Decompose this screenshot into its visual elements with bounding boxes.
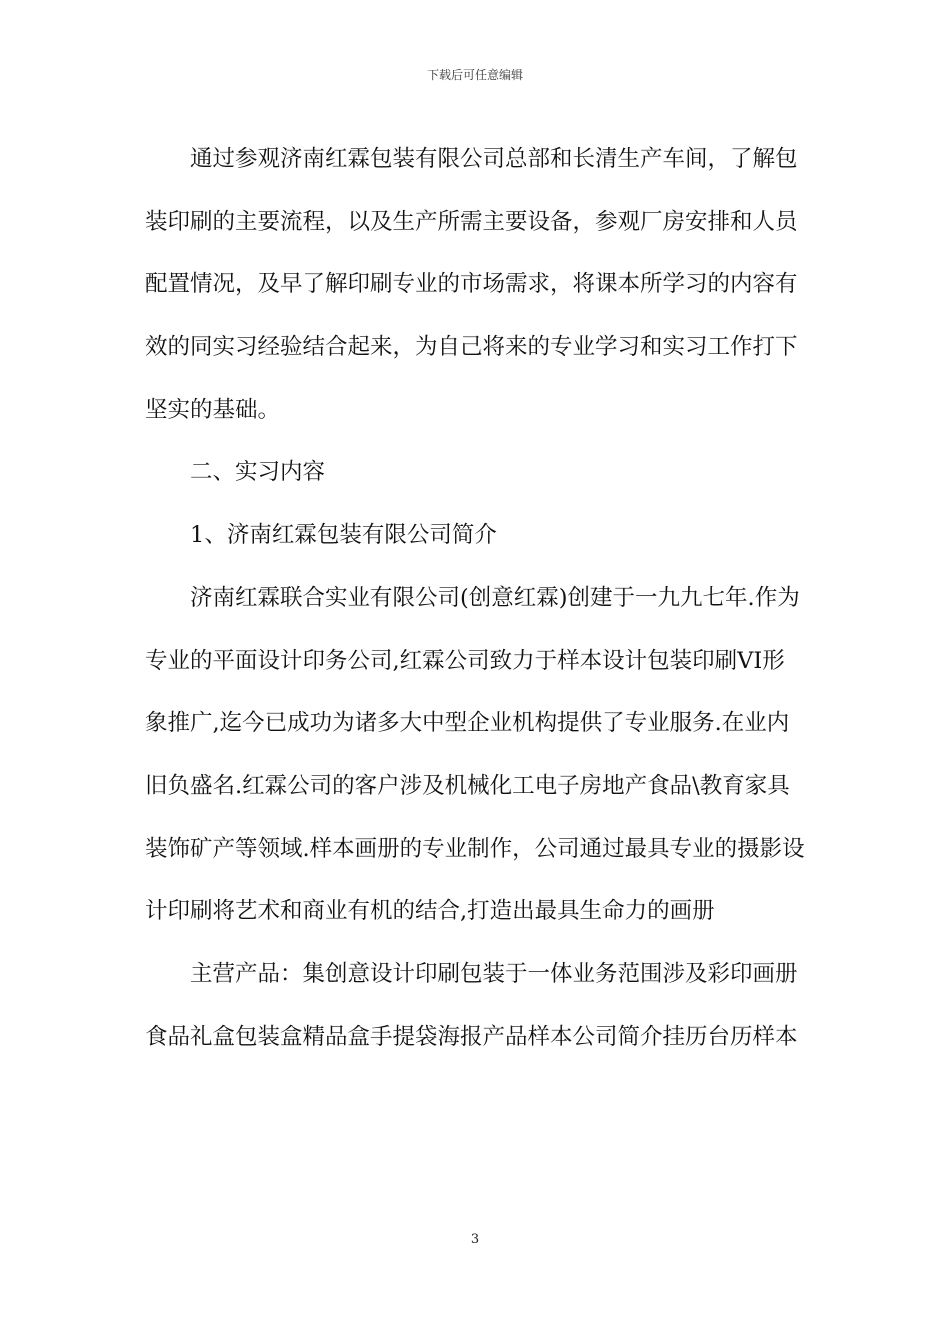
text-line: 装印刷的主要流程，以及生产所需主要设备，参观厂房安排和人员 [145,208,798,235]
paragraph-main-products [145,943,807,1068]
text-line: 象推广,迄今已成功为诸多大中型企业机构提供了专业服务.在业内 [145,710,790,737]
text-line: 装饰矿产等领域.样本画册的专业制作，公司通过最具专业的摄影设 [145,835,805,862]
text-line: 坚实的基础。 [145,396,281,423]
text-line: 主营产品：集创意设计印刷包装于一体业务范围涉及彩印画册 [190,960,798,987]
subsection-heading [145,504,807,567]
subheading-text: 1、济南红霖包装有限公司简介 [190,522,497,549]
section-heading [145,441,807,504]
text-line: 效的同实习经验结合起来，为自己将来的专业学习和实习工作打下 [145,334,798,361]
document-body [145,128,807,1068]
text-line: 食品礼盒包装盒精品盒手提袋海报产品样本公司简介挂历台历样本 [145,1023,798,1050]
text-line: 济南红霖联合实业有限公司(创意红霖)创建于一九九七年.作为 [190,584,800,611]
text-line: 通过参观济南红霖包装有限公司总部和长清生产车间，了解包 [190,146,798,172]
page-number: 3 [470,1232,480,1247]
header-note: 下载后可任意编辑 [426,68,523,82]
text-line: 旧负盛名.红霖公司的客户涉及机械化工电子房地产食品\教育家具 [145,772,790,799]
paragraph-purpose [145,128,807,441]
heading-text: 二、实习内容 [190,459,326,486]
text-line: 专业的平面设计印务公司,红霖公司致力于样本设计包装印刷VI形 [145,647,785,674]
text-line: 计印刷将艺术和商业有机的结合,打造出最具生命力的画册 [145,898,715,925]
text-line: 配置情况，及早了解印刷专业的市场需求，将课本所学习的内容有 [145,271,798,298]
paragraph-company-intro [145,567,807,943]
